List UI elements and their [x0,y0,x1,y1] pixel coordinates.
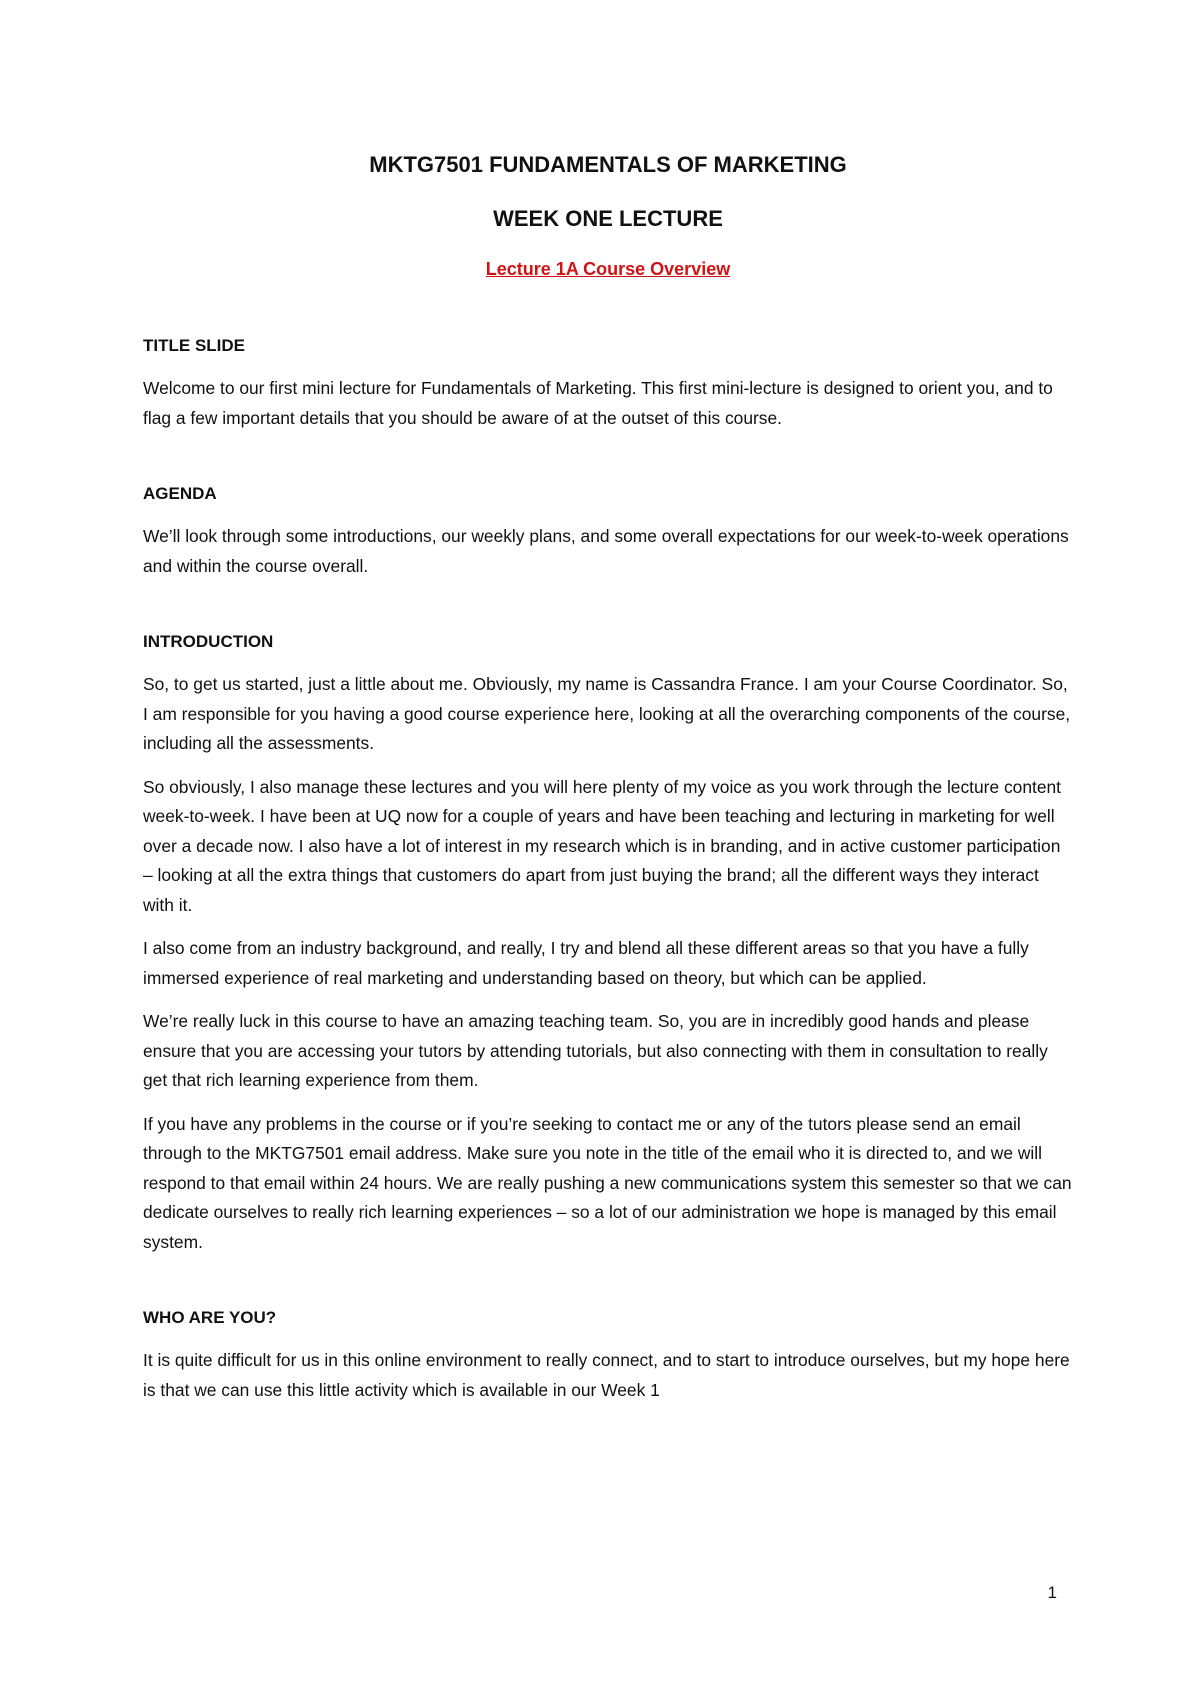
section-heading: TITLE SLIDE [143,336,245,355]
document-subtitle: WEEK ONE LECTURE [493,206,723,231]
section-agenda [143,482,1073,581]
section-who-are-you [143,1306,1073,1405]
paragraph: Welcome to our first mini lecture for Fundamentals of Marketing. This first mini-lecture is designed to orient you, and to flag a few important details that you should be aware of at the outset of this course. [143,378,1053,428]
section-heading: INTRODUCTION [143,632,274,651]
paragraph: It is quite difficult for us in this online environment to really connect, and to start to introduce ourselves, but my hope here is that we can use this little activity which is available in our Week 1 [143,1350,1070,1400]
section-title-slide [143,334,1073,433]
paragraph: I also come from an industry background, and really, I try and blend all these different areas so that you have a fully immersed experience of real marketing and understanding based on theory, but which can be applied. [143,938,1029,988]
paragraph: So, to get us started, just a little about me. Obviously, my name is Cassandra France. I am your Course Coordinator. So, I am responsible for you having a good course experience here, looking at all the overarching components of the course, including all the assessments. [143,674,1071,753]
section-heading: WHO ARE YOU? [143,1308,277,1327]
paragraph: If you have any problems in the course or if you’re seeking to contact me or any of the tutors please send an email through to the MKTG7501 email address. Make sure you note in the title of the email who it is directed to, and we will respond to that email within 24 hours. We are really pushing a new communications system this semester so that we can dedicate ourselves to really rich learning experiences – so a lot of our administration we hope is managed by this email system. [143,1113,1072,1252]
document-content [143,150,1073,1405]
lecture-link[interactable]: Lecture 1A Course Overview [485,259,731,279]
section-introduction [143,630,1073,1257]
section-heading: AGENDA [143,484,217,503]
paragraph: So obviously, I also manage these lectures and you will here plenty of my voice as you work through the lecture content week-to-week. I have been at UQ now for a couple of years and have been teaching and lecturing in marketing for well over a decade now. I also have a lot of interest in my research which is in branding, and in active customer participation – looking at all the extra things that customers do apart from just buying the brand; all the different ways they interact with it. [143,776,1062,915]
paragraph: We’re really luck in this course to have an amazing teaching team. So, you are in incredibly good hands and please ensure that you are accessing your tutors by attending tutorials, but also connecting with them in consultation to really get that rich learning experience from them. [143,1011,1048,1090]
lecture-link-wrapper [143,256,1073,284]
document-title: MKTG7501 FUNDAMENTALS OF MARKETING [369,152,847,177]
paragraph: We’ll look through some introductions, our weekly plans, and some overall expectations for our week-to-week operations and within the course overall. [143,526,1069,576]
page-number: 1 [1047,1583,1057,1602]
